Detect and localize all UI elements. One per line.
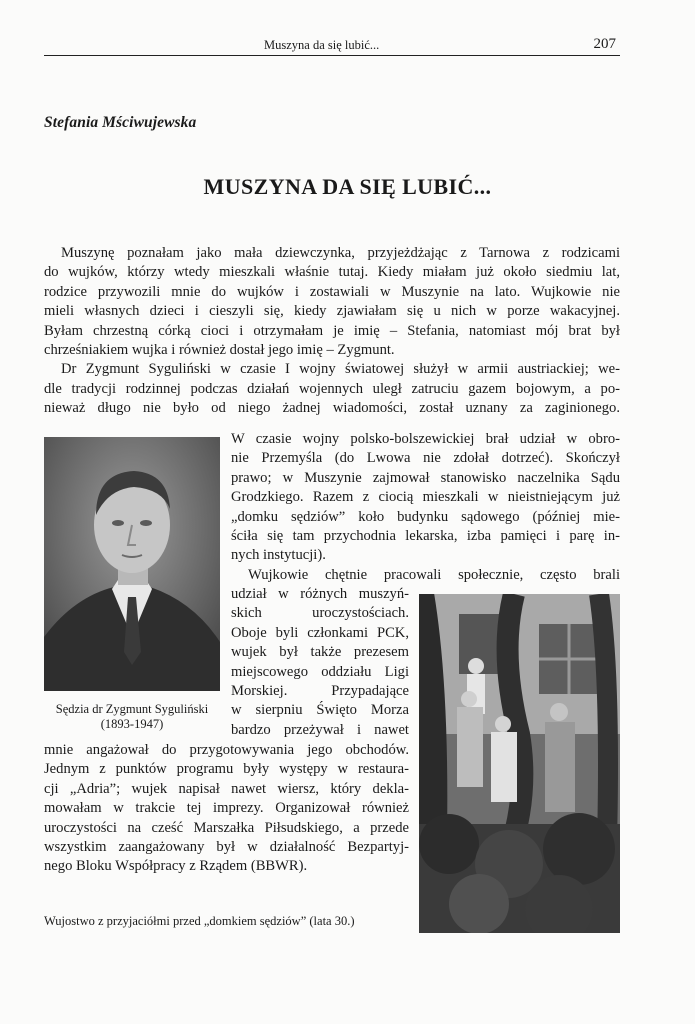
- text-line: mowałam w trakcie tej imprezy. Organizował również: [44, 800, 409, 817]
- running-title: Muszyna da się lubić...: [264, 38, 380, 52]
- text-line: do wujków, którzy wtedy mieszkali właśnie tutaj. Kiedy miałam już około siedmiu lat,: [44, 264, 620, 281]
- text-line: uroczystości na cześć Marszałka Piłsudskiego, a przede: [44, 819, 409, 836]
- text-line: wujek był także prezesem: [231, 644, 409, 661]
- text-line: chrześniakiem wujka i również dostał jego imię – Zygmunt.: [44, 342, 395, 359]
- article-body-beside-portrait: [231, 430, 620, 585]
- text-line: nych instytucji).: [231, 547, 326, 564]
- text-line: Muszynę poznałam jako mała dziewczynka, przyjeżdżając z Tarnowa z rodzicami: [61, 245, 620, 261]
- text-line: bardzo przeżywał i nawet: [231, 721, 409, 738]
- running-head: [44, 38, 620, 58]
- portrait-caption: [44, 702, 220, 732]
- portrait-photo: [44, 437, 220, 691]
- text-line: mnie angażował do przygotowywania jego obchodów.: [44, 742, 409, 758]
- text-line: rodzice przywozili mnie do wujków i zostawiali w Muszynie na lato. Wujkowie nie: [44, 283, 620, 300]
- text-line: Dr Zygmunt Syguliński w czasie I wojny światowej służył w armii austriackiej; we-: [61, 361, 620, 378]
- portrait-caption-name: Sędzia dr Zygmunt Syguliński: [55, 702, 209, 716]
- article-title: MUSZYNA DA SIĘ LUBIĆ...: [203, 174, 492, 199]
- text-line: Grodzkiego. Razem z ciocią mieszkali w nieistniejącym już: [231, 489, 620, 506]
- text-line: w sierpniu Święto Morza: [231, 702, 409, 719]
- text-line: nieważ długo nie było od niego żadnej wiadomości, został uznany za zaginionego.: [44, 400, 620, 417]
- text-line: „domku sędziów” koło budynku sądowego (później mie-: [231, 508, 620, 525]
- header-rule: [44, 55, 620, 56]
- portrait-image: [44, 437, 220, 691]
- group-photo-image: [419, 594, 620, 933]
- group-photo-caption: Wujostwo z przyjaciółmi przed „domkiem sędziów” (lata 30.): [44, 914, 355, 928]
- text-line: wszystkim zaangażowany był w działalność Bezpartyj-: [44, 839, 409, 856]
- text-line: ściła się tam przychodnia lekarska, izba pamięci i parę in-: [231, 528, 620, 545]
- article-body-middle-column: [231, 585, 409, 740]
- text-line: Jednym z punktów programu były występy w restaura-: [44, 761, 409, 778]
- page-number: 207: [593, 36, 616, 52]
- text-line: nego Bloku Współpracy z Rządem (BBWR).: [44, 858, 308, 875]
- text-line: miejscowego oddziału Ligi: [231, 663, 409, 680]
- text-line: skich uroczystościach.: [231, 605, 409, 622]
- text-line: cji „Adria”; wujek napisał nawet wiersz, który dekla-: [44, 780, 409, 797]
- text-line: W czasie wojny polsko-bolszewickiej brał udział w obro-: [231, 431, 620, 447]
- text-line: udział w różnych muszyń-: [231, 586, 409, 602]
- text-line: Byłam chrzestną córką cioci i otrzymałam je imię – Stefania, natomiast mój brat był: [44, 322, 620, 339]
- article-body-lower-left: [44, 741, 409, 877]
- text-line: dle tradycji rodzinnej podczas działań wojennych uległ zatruciu gazem bojowym, a po-: [44, 380, 620, 397]
- text-line: Oboje byli członkami PCK,: [231, 624, 409, 641]
- text-line: nie Przemyśla (do Lwowa nie zdołał dotrzeć). Skończył: [231, 450, 620, 467]
- article-body-top: [44, 244, 620, 419]
- portrait-caption-dates: (1893-1947): [100, 717, 164, 731]
- text-line: Morskiej. Przypadające: [231, 683, 409, 700]
- text-line: prawo; w Muszynie zajmował stanowisko naczelnika Sądu: [231, 469, 620, 486]
- article-author: Stefania Mściwujewska: [44, 114, 197, 131]
- group-photo: [419, 594, 620, 933]
- text-line: Wujkowie chętnie pracowali społecznie, często brali: [248, 566, 620, 583]
- text-line: mieli własnych dzieci i cieszyli się, kiedy zjawiałam się u nich w porze wakacyjnej.: [44, 303, 620, 320]
